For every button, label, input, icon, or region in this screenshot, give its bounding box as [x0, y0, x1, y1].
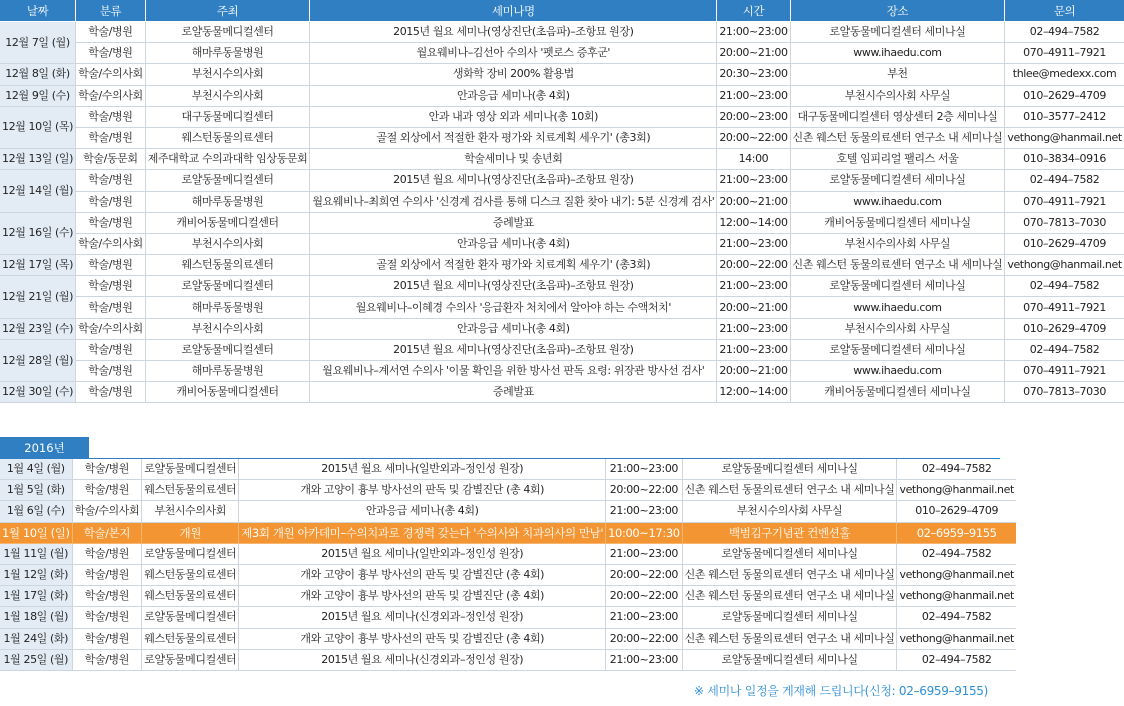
category-cell: 학술/병원	[76, 255, 146, 276]
contact-cell: 070–4911–7921	[1005, 361, 1124, 382]
host-cell: 해마루동물병원	[145, 43, 310, 64]
date-cell: 1월 10일 (일)	[0, 522, 72, 543]
time-cell: 20:00~22:00	[606, 586, 683, 607]
contact-cell: vethong@hanmail.net	[1005, 127, 1124, 148]
table-header-row	[0, 0, 1124, 22]
place-cell: 부천	[790, 64, 1005, 85]
time-cell: 21:00~23:00	[606, 501, 683, 522]
table-row	[0, 22, 1124, 43]
category-cell: 학술/수의사회	[76, 233, 146, 254]
place-cell: www.ihaedu.com	[790, 43, 1005, 64]
seminar-cell: 2015년 월요 세미나(영상진단(초음파)–조항묘 원장)	[310, 276, 717, 297]
place-cell: www.ihaedu.com	[790, 191, 1005, 212]
table-row	[0, 543, 1016, 564]
category-cell: 학술/본지	[72, 522, 142, 543]
table-row	[0, 85, 1124, 106]
place-cell: 로얄동물메디컬센터 세미나실	[682, 543, 897, 564]
category-cell: 학술/병원	[76, 106, 146, 127]
contact-cell: 070–4911–7921	[1005, 191, 1124, 212]
host-cell: 로얄동물메디컬센터	[142, 649, 239, 670]
table-row	[0, 564, 1016, 585]
contact-cell: 070–4911–7921	[1005, 43, 1124, 64]
date-cell: 1월 18일 (월)	[0, 607, 72, 628]
date-cell: 12월 9일 (수)	[0, 85, 76, 106]
time-cell: 20:00~21:00	[717, 191, 790, 212]
seminar-cell: 월요웨비나–계서연 수의사 '이물 확인을 위한 방사선 판독 요령: 위장관 방사선 검사'	[310, 361, 717, 382]
host-cell: 로얄동물메디컬센터	[145, 170, 310, 191]
contact-cell: 010–3834–0916	[1005, 149, 1124, 170]
table-row	[0, 170, 1124, 191]
place-cell: 부천시수의사회 사무실	[790, 85, 1005, 106]
seminar-cell: 안과 내과 영상 외과 세미나(총 10회)	[310, 106, 717, 127]
table-row	[0, 607, 1016, 628]
place-cell: 신촌 웨스턴 동물의료센터 연구소 내 세미나실	[682, 628, 897, 649]
seminar-cell: 월요웨비나–이혜경 수의사 '응급환자 처치에서 알아야 하는 수액처치'	[310, 297, 717, 318]
seminar-cell: 2015년 월요 세미나(영상진단(초음파)–조항묘 원장)	[310, 170, 717, 191]
category-cell: 학술/병원	[72, 480, 142, 501]
contact-cell: 010–2629–4709	[897, 501, 1016, 522]
host-cell: 웨스턴동물의료센터	[145, 255, 310, 276]
contact-cell: 02–494–7582	[897, 649, 1016, 670]
host-cell: 웨스턴동물의료센터	[142, 628, 239, 649]
host-cell: 로얄동물메디컬센터	[142, 543, 239, 564]
date-cell: 1월 25일 (월)	[0, 649, 72, 670]
category-cell: 학술/병원	[76, 297, 146, 318]
seminar-cell: 개와 고양이 흉부 방사선의 판독 및 감별진단 (총 4회)	[239, 628, 606, 649]
host-cell: 로얄동물메디컬센터	[142, 459, 239, 480]
date-cell: 1월 5일 (화)	[0, 480, 72, 501]
time-cell: 21:00~23:00	[606, 459, 683, 480]
contact-cell: 010–3577–2412	[1005, 106, 1124, 127]
time-cell: 20:00~22:00	[606, 564, 683, 585]
header-place: 장소	[790, 0, 1005, 22]
date-cell: 1월 24일 (화)	[0, 628, 72, 649]
time-cell: 21:00~23:00	[717, 85, 790, 106]
date-cell: 12월 14일 (월)	[0, 170, 76, 212]
host-cell: 부천시수의사회	[142, 501, 239, 522]
place-cell: 부천시수의사회 사무실	[790, 233, 1005, 254]
category-cell: 학술/병원	[72, 607, 142, 628]
seminar-cell: 개와 고양이 흉부 방사선의 판독 및 감별진단 (총 4회)	[239, 480, 606, 501]
date-cell: 1월 6일 (수)	[0, 501, 72, 522]
time-cell: 20:00~22:00	[606, 628, 683, 649]
host-cell: 로얄동물메디컬센터	[145, 276, 310, 297]
seminar-cell: 2015년 월요 세미나(영상진단(초음파)–조항묘 원장)	[310, 22, 717, 43]
place-cell: 부천시수의사회 사무실	[790, 318, 1005, 339]
time-cell: 20:00~21:00	[717, 43, 790, 64]
date-cell: 12월 28일 (월)	[0, 339, 76, 381]
contact-cell: 010–2629–4709	[1005, 233, 1124, 254]
host-cell: 해마루동물병원	[145, 297, 310, 318]
time-cell: 21:00~23:00	[717, 170, 790, 191]
time-cell: 20:00~22:00	[606, 480, 683, 501]
seminar-cell: 2015년 월요 세미나(신경외과–정인성 원장)	[239, 607, 606, 628]
category-cell: 학술/병원	[72, 586, 142, 607]
date-cell: 12월 16일 (수)	[0, 212, 76, 254]
contact-cell: vethong@hanmail.net	[897, 480, 1016, 501]
place-cell: www.ihaedu.com	[790, 361, 1005, 382]
table-row	[0, 255, 1124, 276]
table-row	[0, 233, 1124, 254]
notice-text: ※ 세미나 일정을 게재해 드립니다(신청: 02–6959–9155)	[694, 684, 988, 698]
place-cell: 신촌 웨스턴 동물의료센터 연구소 내 세미나실	[682, 564, 897, 585]
header-seminar: 세미나명	[310, 0, 717, 22]
place-cell: 신촌 웨스턴 동물의료센터 연구소 내 세미나실	[682, 480, 897, 501]
category-cell: 학술/병원	[76, 22, 146, 43]
time-cell: 20:00~23:00	[717, 106, 790, 127]
category-cell: 학술/병원	[76, 361, 146, 382]
place-cell: 캐비어동물메디컬센터 세미나실	[790, 212, 1005, 233]
contact-cell: vethong@hanmail.net	[897, 564, 1016, 585]
time-cell: 21:00~23:00	[717, 276, 790, 297]
category-cell: 학술/병원	[76, 382, 146, 403]
category-cell: 학술/병원	[76, 212, 146, 233]
date-cell: 12월 13일 (일)	[0, 149, 76, 170]
time-cell: 20:30~23:00	[717, 64, 790, 85]
category-cell: 학술/수의사회	[72, 501, 142, 522]
date-cell: 12월 30일 (수)	[0, 382, 76, 403]
table-row	[0, 522, 1016, 543]
host-cell: 웨스턴동물의료센터	[142, 564, 239, 585]
table-row	[0, 649, 1016, 670]
seminar-cell: 골절 외상에서 적절한 환자 평가와 치료계획 세우기' (총3회)	[310, 255, 717, 276]
seminar-cell: 2015년 월요 세미나(일반외과–정인성 원장)	[239, 459, 606, 480]
date-cell: 12월 8일 (화)	[0, 64, 76, 85]
host-cell: 캐비어동물메디컬센터	[145, 212, 310, 233]
table-row	[0, 212, 1124, 233]
table-row	[0, 297, 1124, 318]
table-row	[0, 127, 1124, 148]
contact-cell: 02–6959–9155	[897, 522, 1016, 543]
year-label: 2016년	[0, 437, 89, 459]
category-cell: 학술/병원	[76, 191, 146, 212]
category-cell: 학술/병원	[76, 43, 146, 64]
place-cell: 대구동물메디컬센터 영상센터 2층 세미나실	[790, 106, 1005, 127]
contact-cell: 010–2629–4709	[1005, 318, 1124, 339]
header-category: 분류	[76, 0, 146, 22]
date-cell: 1월 4일 (월)	[0, 459, 72, 480]
contact-cell: 02–494–7582	[1005, 339, 1124, 360]
place-cell: 신촌 웨스턴 동물의료센터 연구소 내 세미나실	[790, 127, 1005, 148]
contact-cell: 02–494–7582	[897, 607, 1016, 628]
place-cell: 로얄동물메디컬센터 세미나실	[790, 339, 1005, 360]
category-cell: 학술/병원	[72, 628, 142, 649]
time-cell: 20:00~22:00	[717, 255, 790, 276]
seminar-cell: 2015년 월요 세미나(영상진단(초음파)–조항묘 원장)	[310, 339, 717, 360]
seminar-cell: 증례발표	[310, 382, 717, 403]
category-cell: 학술/병원	[72, 543, 142, 564]
time-cell: 21:00~23:00	[717, 22, 790, 43]
date-cell: 12월 17일 (목)	[0, 255, 76, 276]
category-cell: 학술/병원	[76, 339, 146, 360]
place-cell: 로얄동물메디컬센터 세미나실	[790, 170, 1005, 191]
seminar-cell: 2015년 월요 세미나(신경외과–정인성 원장)	[239, 649, 606, 670]
host-cell: 부천시수의사회	[145, 233, 310, 254]
seminar-cell: 월요웨비나–최희연 수의사 '신경계 검사를 통해 디스크 질환 찾아 내기: 5분 신경계 검사'	[310, 191, 717, 212]
place-cell: 신촌 웨스턴 동물의료센터 연구소 내 세미나실	[790, 255, 1005, 276]
contact-cell: vethong@hanmail.net	[897, 628, 1016, 649]
contact-cell: 070–7813–7030	[1005, 382, 1124, 403]
place-cell: 신촌 웨스턴 동물의료센터 연구소 내 세미나실	[682, 586, 897, 607]
header-time: 시간	[717, 0, 790, 22]
date-cell: 12월 10일 (목)	[0, 106, 76, 148]
table-row	[0, 106, 1124, 127]
table-row	[0, 382, 1124, 403]
seminar-cell: 학술세미나 및 송년회	[310, 149, 717, 170]
time-cell: 21:00~23:00	[606, 543, 683, 564]
table-row	[0, 459, 1016, 480]
category-cell: 학술/동문회	[76, 149, 146, 170]
place-cell: 로얄동물메디컬센터 세미나실	[682, 649, 897, 670]
host-cell: 로얄동물메디컬센터	[142, 607, 239, 628]
place-cell: 부천시수의사회 사무실	[682, 501, 897, 522]
contact-cell: 02–494–7582	[1005, 170, 1124, 191]
contact-cell: vethong@hanmail.net	[897, 586, 1016, 607]
table-row	[0, 149, 1124, 170]
host-cell: 제주대학교 수의과대학 임상동문회	[145, 149, 310, 170]
contact-cell: 070–7813–7030	[1005, 212, 1124, 233]
host-cell: 해마루동물병원	[145, 361, 310, 382]
table-row	[0, 586, 1016, 607]
contact-cell: 02–494–7582	[897, 459, 1016, 480]
place-cell: 로얄동물메디컬센터 세미나실	[790, 22, 1005, 43]
seminar-cell: 안과응급 세미나(총 4회)	[310, 85, 717, 106]
time-cell: 21:00~23:00	[606, 607, 683, 628]
date-cell: 12월 7일 (월)	[0, 22, 76, 64]
host-cell: 웨스턴동물의료센터	[142, 586, 239, 607]
time-cell: 21:00~23:00	[717, 233, 790, 254]
date-cell: 1월 11일 (월)	[0, 543, 72, 564]
category-cell: 학술/병원	[72, 564, 142, 585]
category-cell: 학술/병원	[76, 170, 146, 191]
seminar-cell: 제3회 개원 아카데미–수의치과로 경쟁력 갖는다 '수의사와 치과의사의 만남'	[239, 522, 606, 543]
contact-cell: thlee@medexx.com	[1005, 64, 1124, 85]
place-cell: 로얄동물메디컬센터 세미나실	[790, 276, 1005, 297]
place-cell: www.ihaedu.com	[790, 297, 1005, 318]
host-cell: 로얄동물메디컬센터	[145, 339, 310, 360]
header-contact: 문의	[1005, 0, 1124, 22]
contact-cell: 02–494–7582	[1005, 276, 1124, 297]
header-host: 주최	[145, 0, 310, 22]
place-cell: 백범김구기념관 컨벤션홀	[682, 522, 897, 543]
seminar-cell: 증례발표	[310, 212, 717, 233]
host-cell: 대구동물메디컬센터	[145, 106, 310, 127]
date-cell: 1월 17일 (화)	[0, 586, 72, 607]
time-cell: 14:00	[717, 149, 790, 170]
table-row	[0, 361, 1124, 382]
place-cell: 로얄동물메디컬센터 세미나실	[682, 459, 897, 480]
category-cell: 학술/수의사회	[76, 64, 146, 85]
host-cell: 해마루동물병원	[145, 191, 310, 212]
table-row	[0, 276, 1124, 297]
time-cell: 21:00~23:00	[717, 318, 790, 339]
contact-cell: 02–494–7582	[897, 543, 1016, 564]
seminar-cell: 안과응급 세미나(총 4회)	[310, 233, 717, 254]
time-cell: 21:00~23:00	[717, 339, 790, 360]
table-row	[0, 43, 1124, 64]
table-row	[0, 64, 1124, 85]
time-cell: 20:00~22:00	[717, 127, 790, 148]
seminar-cell: 개와 고양이 흉부 방사선의 판독 및 감별진단 (총 4회)	[239, 586, 606, 607]
category-cell: 학술/수의사회	[76, 85, 146, 106]
seminar-cell: 생화학 장비 200% 활용법	[310, 64, 717, 85]
seminar-cell: 2015년 월요 세미나(일반외과–정인성 원장)	[239, 543, 606, 564]
host-cell: 웨스턴동물의료센터	[145, 127, 310, 148]
place-cell: 로얄동물메디컬센터 세미나실	[682, 607, 897, 628]
table-row	[0, 501, 1016, 522]
table-row	[0, 191, 1124, 212]
table-row	[0, 339, 1124, 360]
seminar-cell: 골절 외상에서 적절한 환자 평가와 치료계획 세우기' (총3회)	[310, 127, 717, 148]
table-row	[0, 628, 1016, 649]
time-cell: 20:00~21:00	[717, 297, 790, 318]
seminar-cell: 월요웨비나–김선아 수의사 '펫로스 증후군'	[310, 43, 717, 64]
category-cell: 학술/병원	[76, 276, 146, 297]
date-cell: 1월 12일 (화)	[0, 564, 72, 585]
seminar-cell: 안과응급 세미나(총 4회)	[239, 501, 606, 522]
host-cell: 개원	[142, 522, 239, 543]
contact-cell: vethong@hanmail.net	[1005, 255, 1124, 276]
time-cell: 12:00~14:00	[717, 212, 790, 233]
table-row	[0, 318, 1124, 339]
header-date: 날짜	[0, 0, 76, 22]
host-cell: 로얄동물메디컬센터	[145, 22, 310, 43]
category-cell: 학술/병원	[72, 649, 142, 670]
place-cell: 캐비어동물메디컬센터 세미나실	[790, 382, 1005, 403]
category-cell: 학술/병원	[76, 127, 146, 148]
seminar-cell: 안과응급 세미나(총 4회)	[310, 318, 717, 339]
contact-cell: 010–2629–4709	[1005, 85, 1124, 106]
host-cell: 부천시수의사회	[145, 64, 310, 85]
seminar-cell: 개와 고양이 흉부 방사선의 판독 및 감별진단 (총 4회)	[239, 564, 606, 585]
category-cell: 학술/병원	[72, 459, 142, 480]
contact-cell: 070–4911–7921	[1005, 297, 1124, 318]
host-cell: 부천시수의사회	[145, 85, 310, 106]
host-cell: 부천시수의사회	[145, 318, 310, 339]
time-cell: 10:00~17:30	[606, 522, 683, 543]
host-cell: 캐비어동물메디컬센터	[145, 382, 310, 403]
date-cell: 12월 23일 (수)	[0, 318, 76, 339]
host-cell: 웨스턴동물의료센터	[142, 480, 239, 501]
category-cell: 학술/수의사회	[76, 318, 146, 339]
time-cell: 12:00~14:00	[717, 382, 790, 403]
date-cell: 12월 21일 (월)	[0, 276, 76, 318]
time-cell: 21:00~23:00	[606, 649, 683, 670]
contact-cell: 02–494–7582	[1005, 22, 1124, 43]
place-cell: 호텔 임피리얼 팰리스 서울	[790, 149, 1005, 170]
schedule-table-2016	[0, 459, 1016, 671]
table-row	[0, 480, 1016, 501]
time-cell: 20:00~21:00	[717, 361, 790, 382]
